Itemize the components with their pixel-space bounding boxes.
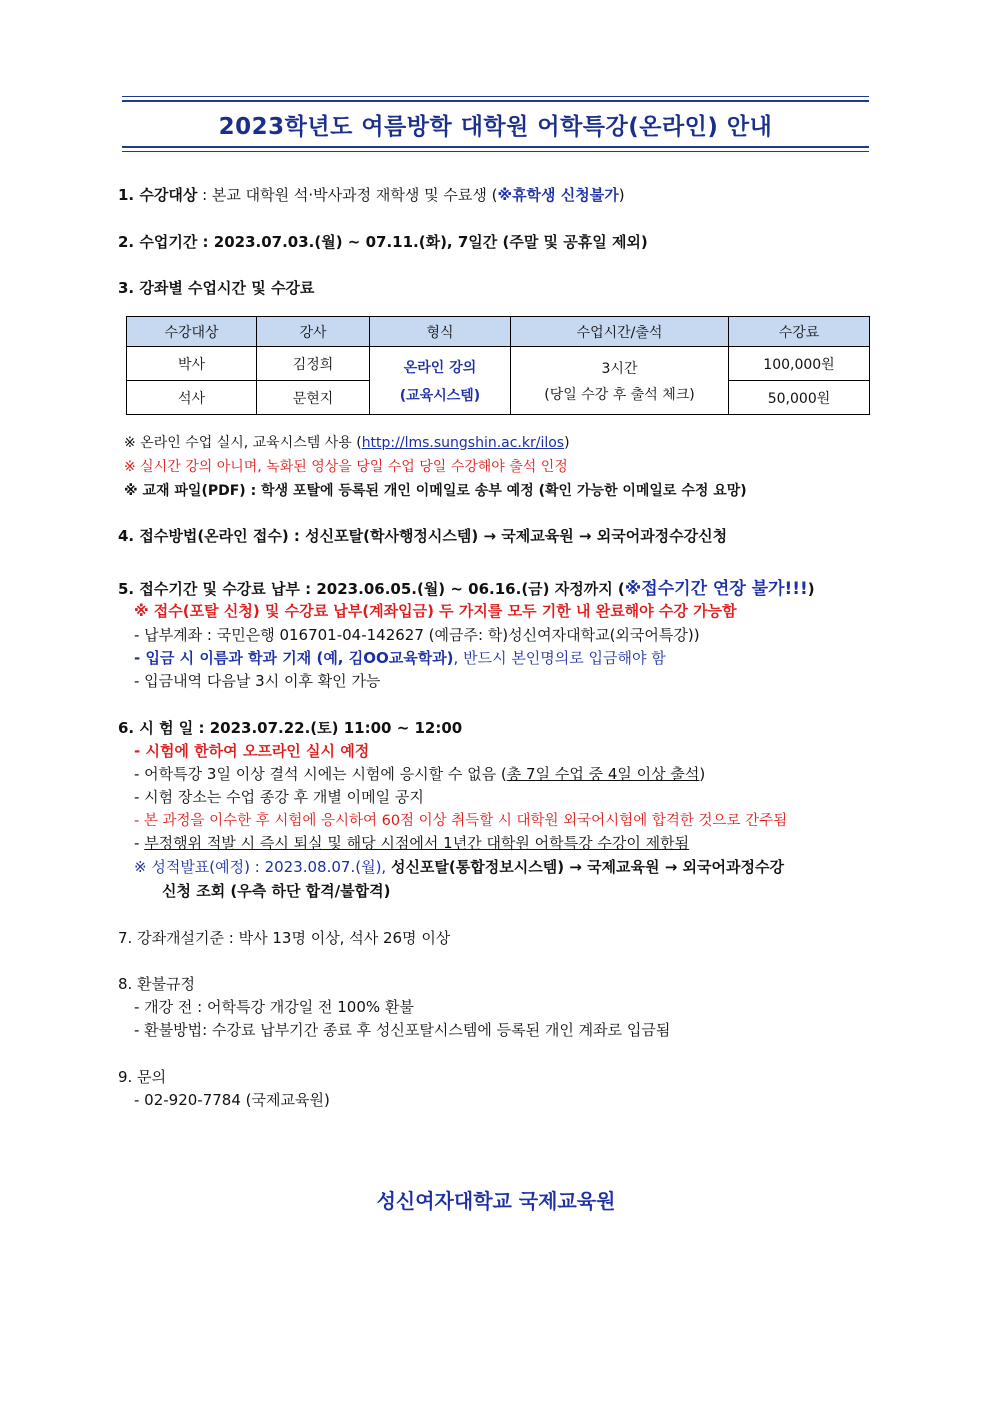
table-header: 수강료 [729, 317, 870, 347]
section-7: 7. 강좌개설기준 : 박사 13명 이상, 석사 26명 이상 [118, 929, 451, 947]
section-6-line-5 [134, 832, 689, 853]
section-6-line-5b: 부정행위 적발 시 즉시 퇴실 및 해당 시점에서 1년간 대학원 어학특강 수강이 제한됨 [144, 834, 690, 852]
section-6-line-3: - 시험 장소는 수업 종강 후 개별 이메일 공지 [134, 788, 424, 806]
section-6-line-7: 신청 조회 (우측 하단 합격/불합격) [162, 882, 391, 900]
note-1 [124, 432, 570, 452]
lms-link[interactable]: http://lms.sungshin.ac.kr/ilos [361, 435, 565, 451]
note-2: ※ 실시간 강의 아니며, 녹화된 영상을 당일 수업 당일 수강해야 출석 인정 [124, 459, 568, 475]
section-1-close: ) [618, 186, 625, 204]
table-cell-format [370, 347, 511, 415]
section-6-line-4: - 본 과정을 이수한 후 시험에 응시하여 60점 이상 취득할 시 대학원 외국어시험에 합격한 것으로 간주됨 [134, 813, 788, 829]
table-cell: 문현지 [257, 381, 370, 415]
section-8-line-1: - 개강 전 : 어학특강 개강일 전 100% 환불 [134, 998, 414, 1016]
section-2 [118, 231, 648, 252]
table-header: 형식 [370, 317, 511, 347]
section-9: 9. 문의 [118, 1068, 167, 1086]
time-line: 3시간 [601, 360, 638, 377]
section-5-text: 5. 접수기간 및 수강료 납부 : 2023.06.05.(월) ~ 06.16.(금) 자정까지 ( [118, 580, 625, 598]
footer-signature: 성신여자대학교 국제교육원 [376, 1189, 616, 1213]
section-5-note: ※접수기간 연장 불가!!! [624, 579, 808, 599]
section-5-line-2: - 납부계좌 : 국민은행 016701-04-142627 (예금주: 학)성신여자대학교(외국어특강)) [134, 626, 700, 644]
section-6: 6. 시 험 일 : 2023.07.22.(토) 11:00 ~ 12:00 [118, 719, 463, 737]
note-text: ※ 온라인 수업 실시, 교육시스템 사용 ( [124, 435, 362, 451]
section-3-label: 3. 강좌별 수업시간 및 수강료 [118, 279, 315, 297]
section-2-text: : 2023.07.03.(월) ~ 07.11.(화), 7일간 (주말 및 공휴일 제외) [197, 233, 648, 251]
section-5-line-3a: - 입금 시 이름과 학과 기재 (예, 김OO교육학과) [134, 649, 454, 667]
section-5-close: ) [807, 580, 815, 598]
section-2-label: 2. 수업기간 [118, 233, 198, 251]
section-6-line-2b: 총 7일 수업 중 4일 이상 출석 [506, 765, 700, 783]
section-6-line-5a: - [134, 834, 145, 852]
title-rule [122, 146, 869, 148]
table-cell: 박사 [127, 347, 257, 381]
table-header: 수업시간/출석 [511, 317, 729, 347]
section-6-line-6b: 성신포탈(통합정보시스템) → 국제교육원 → 외국어과정수강 [390, 858, 784, 876]
section-6-line-6 [134, 856, 784, 877]
table-row [127, 347, 870, 381]
table-cell: 석사 [127, 381, 257, 415]
table-header-row [127, 317, 870, 347]
section-6-line-6a: ※ 성적발표(예정) : 2023.08.07.(월), [134, 858, 391, 876]
section-1-text: : 본교 대학원 석·박사과정 재학생 및 수료생 ( [197, 186, 498, 204]
fee-table [126, 316, 870, 415]
table-header: 수강대상 [127, 317, 257, 347]
section-6-line-1: - 시험에 한하여 오프라인 실시 예정 [134, 742, 370, 760]
note-text: ) [564, 435, 570, 451]
section-9-line-1: - 02-920-7784 (국제교육원) [134, 1091, 330, 1109]
title-rule [122, 100, 869, 102]
table-header: 강사 [257, 317, 370, 347]
section-6-line-2a: - 어학특강 3일 이상 결석 시에는 시험에 응시할 수 없음 ( [134, 765, 507, 783]
title-rule [122, 151, 869, 152]
section-6-line-2 [134, 763, 705, 784]
page-title: 2023학년도 여름방학 대학원 어학특강(온라인) 안내 [218, 114, 773, 140]
title-box [122, 96, 869, 152]
title-rule [122, 96, 869, 97]
section-5-line-1: ※ 접수(포탈 신청) 및 수강료 납부(계좌입금) 두 가지를 모두 기한 내 완료해야 수강 가능함 [134, 602, 737, 620]
table-cell: 김정희 [257, 347, 370, 381]
section-5 [118, 574, 815, 599]
section-5-line-3b: , 반드시 본인명의로 입금해야 함 [453, 649, 666, 667]
table-cell: 50,000원 [729, 381, 870, 415]
section-5-line-3 [134, 647, 666, 668]
section-8-line-2: - 환불방법: 수강료 납부기간 종료 후 성신포탈시스템에 등록된 개인 계좌로 입금됨 [134, 1021, 671, 1039]
section-8: 8. 환불규정 [118, 975, 196, 993]
table-cell-time [511, 347, 729, 415]
note-3: ※ 교재 파일(PDF) : 학생 포탈에 등록된 개인 이메일로 송부 예정 (확인 가능한 이메일로 수정 요망) [124, 483, 747, 499]
section-4: 4. 접수방법(온라인 접수) : 성신포탈(학사행정시스템) → 국제교육원 → 외국어과정수강신청 [118, 527, 728, 545]
section-1 [118, 184, 625, 205]
section-1-label: 1. 수강대상 [118, 186, 198, 204]
section-5-line-4: - 입금내역 다음날 3시 이후 확인 가능 [134, 672, 381, 690]
table-cell: 100,000원 [729, 347, 870, 381]
format-line: 온라인 강의 [403, 359, 477, 376]
format-line: (교육시스템) [399, 387, 481, 404]
section-1-note: ※휴학생 신청불가 [497, 186, 619, 204]
section-6-line-2c: ) [699, 765, 706, 783]
time-line: (당일 수강 후 출석 체크) [544, 386, 695, 403]
